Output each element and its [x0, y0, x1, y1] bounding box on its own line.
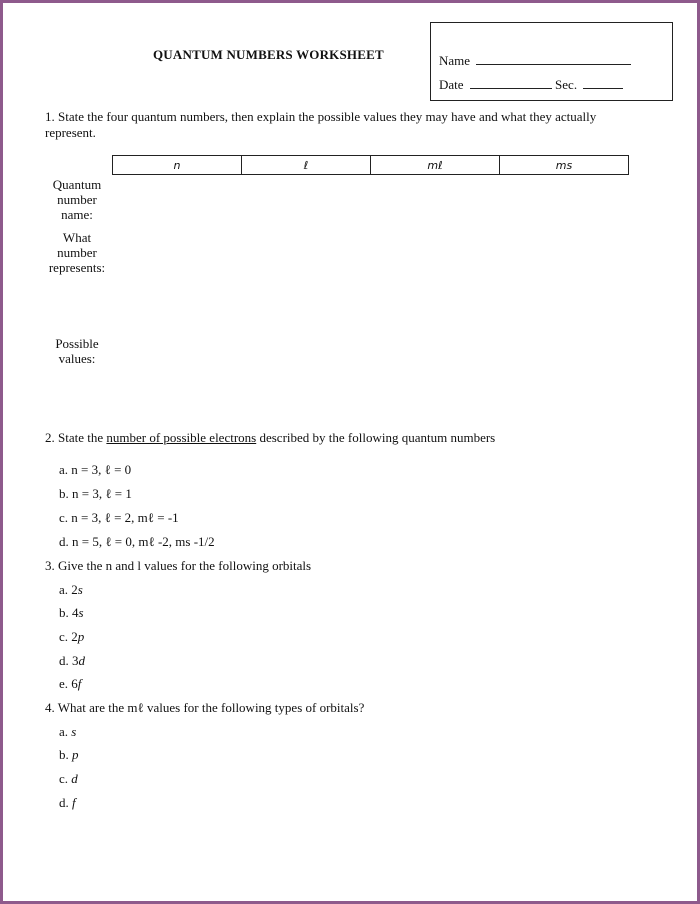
q4-item-a-orbital: s — [71, 724, 77, 739]
sec-field[interactable] — [583, 77, 623, 89]
name-label: Name — [439, 53, 471, 68]
q3-item-a-label: a. 2 — [59, 582, 78, 597]
question-1: 1. State the four quantum numbers, then explain the possible values they may have and what they actually represent. — [45, 109, 597, 140]
question-2-suffix: described by the following quantum numbers — [256, 430, 496, 445]
q3-item-c-orbital: p — [77, 629, 85, 644]
q4-item-d-orbital: f — [72, 795, 76, 810]
q4-item-b-label: b. — [59, 747, 69, 762]
column-ml: mℓ — [371, 156, 500, 175]
q3-item-b-orbital: s — [78, 605, 84, 620]
question-2-prefix: 2. State the — [45, 430, 107, 445]
column-l: ℓ — [242, 156, 371, 175]
question-2 — [45, 430, 495, 446]
q2-item-c: c. n = 3, ℓ = 2, mℓ = -1 — [59, 510, 179, 525]
q3-item-c — [59, 629, 84, 645]
row-label-name: Quantum number name: — [52, 177, 102, 222]
q2-item-a: a. n = 3, ℓ = 0 — [59, 462, 132, 477]
q3-item-a-orbital: s — [77, 582, 83, 597]
q2-item-d: d. n = 5, ℓ = 0, mℓ -2, ms -1/2 — [59, 534, 215, 549]
q4-item-c-orbital: d — [71, 771, 78, 786]
question-4: 4. What are the mℓ values for the following types of orbitals? — [45, 700, 365, 715]
q4-item-d — [59, 795, 76, 811]
question-2-underlined: number of possible electrons — [106, 430, 257, 445]
question-3: 3. Give the n and l values for the following orbitals — [45, 558, 312, 573]
quantum-number-table — [112, 155, 629, 175]
q4-item-c-label: c. — [59, 771, 69, 786]
row-label-represents: What number represents: — [48, 230, 106, 275]
q4-item-b — [59, 747, 79, 763]
q3-item-e-label: e. 6 — [59, 676, 78, 691]
date-label: Date — [439, 77, 464, 92]
student-info-box — [430, 22, 673, 101]
name-field[interactable] — [476, 53, 631, 65]
q3-item-b-label: b. 4 — [59, 605, 79, 620]
q3-item-a — [59, 582, 83, 598]
q3-item-b — [59, 605, 84, 621]
q3-item-d-label: d. 3 — [59, 653, 79, 668]
q4-item-b-orbital: p — [72, 747, 79, 762]
row-label-values: Possible values: — [55, 336, 99, 366]
q3-item-e-orbital: f — [77, 676, 82, 691]
column-ms: ms — [500, 156, 629, 175]
date-field[interactable] — [470, 77, 552, 89]
page-title: QUANTUM NUMBERS WORKSHEET — [153, 47, 384, 62]
name-row — [439, 53, 631, 69]
q2-item-b: b. n = 3, ℓ = 1 — [59, 486, 132, 501]
q3-item-e — [59, 676, 81, 692]
q3-item-c-label: c. 2 — [59, 629, 78, 644]
sec-label: Sec. — [555, 77, 578, 92]
q3-item-d-orbital: d — [78, 653, 85, 668]
q4-item-a — [59, 724, 76, 740]
q4-item-a-label: a. — [59, 724, 69, 739]
date-sec-row — [439, 77, 623, 93]
q4-item-c — [59, 771, 78, 787]
q3-item-d — [59, 653, 85, 669]
q4-item-d-label: d. — [59, 795, 69, 810]
column-n: n — [113, 156, 242, 175]
